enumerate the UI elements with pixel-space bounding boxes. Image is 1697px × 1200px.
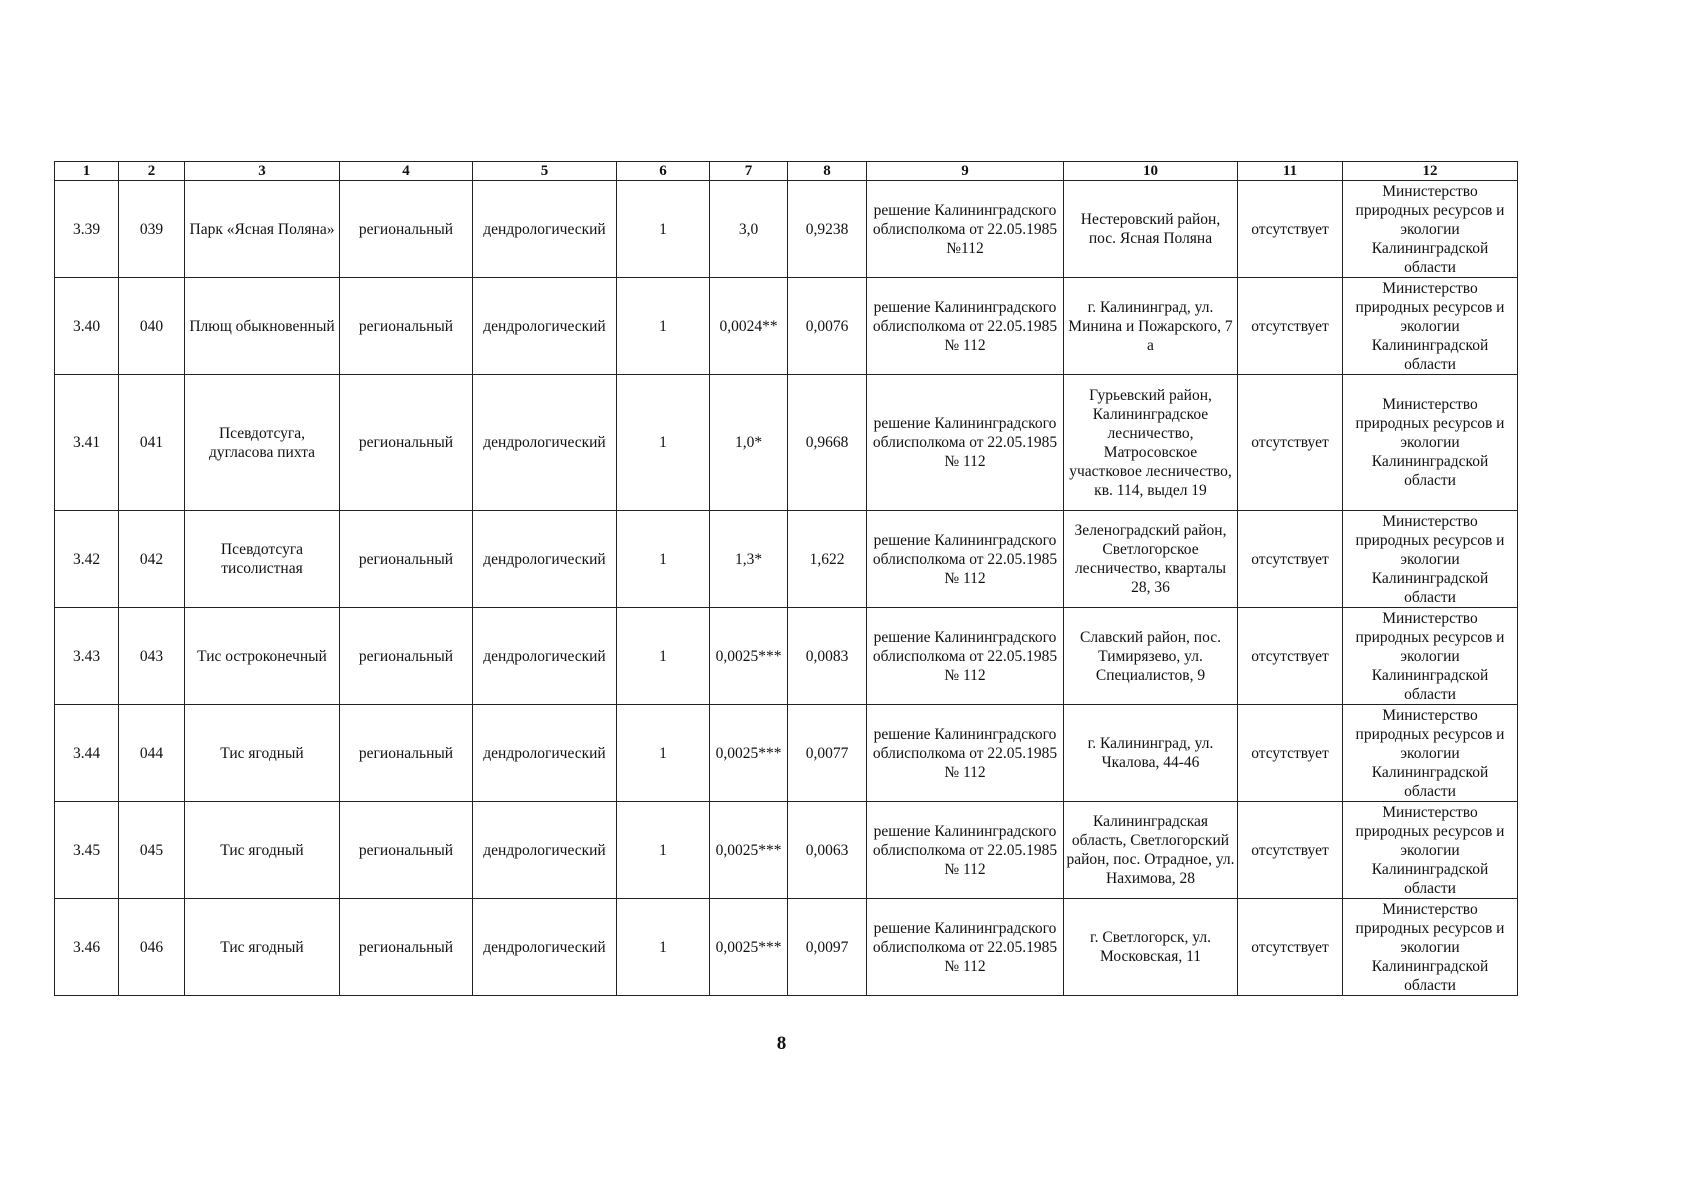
authority-cell: Министерство природных ресурсов и экологии Калининградской области: [1343, 181, 1518, 278]
table-row: [55, 375, 1518, 511]
item-number-cell: 3.40: [55, 278, 119, 375]
location-cell: г. Калининград, ул. Чкалова, 44-46: [1064, 705, 1238, 802]
authority-cell: Министерство природных ресурсов и экологии Калининградской области: [1343, 375, 1518, 511]
status-cell: отсутствует: [1238, 278, 1343, 375]
significance-cell: региональный: [340, 511, 473, 608]
name-cell: Плющ обыкновенный: [185, 278, 340, 375]
status-cell: отсутствует: [1238, 375, 1343, 511]
count-cell: 1: [617, 511, 710, 608]
column-number: 11: [1238, 162, 1343, 181]
column-number: 8: [788, 162, 867, 181]
item-number-cell: 3.43: [55, 608, 119, 705]
significance-cell: региональный: [340, 181, 473, 278]
profile-cell: дендрологический: [473, 375, 617, 511]
measured-area-cell: 0,0063: [788, 802, 867, 899]
item-number-cell: 3.45: [55, 802, 119, 899]
column-number: 3: [185, 162, 340, 181]
measured-area-cell: 0,0083: [788, 608, 867, 705]
name-cell: Тис ягодный: [185, 802, 340, 899]
significance-cell: региональный: [340, 705, 473, 802]
table-row: [55, 705, 1518, 802]
code-cell: 039: [119, 181, 185, 278]
decision-cell: решение Калининградского облисполкома от 22.05.1985 № 112: [867, 899, 1064, 996]
significance-cell: региональный: [340, 802, 473, 899]
item-number-cell: 3.44: [55, 705, 119, 802]
decision-cell: решение Калининградского облисполкома от 22.05.1985 № 112: [867, 375, 1064, 511]
measured-area-cell: 0,9668: [788, 375, 867, 511]
name-cell: Парк «Ясная Поляна»: [185, 181, 340, 278]
item-number-cell: 3.42: [55, 511, 119, 608]
measured-area-cell: 0,0097: [788, 899, 867, 996]
status-cell: отсутствует: [1238, 181, 1343, 278]
profile-cell: дендрологический: [473, 511, 617, 608]
code-cell: 041: [119, 375, 185, 511]
measured-area-cell: 0,0077: [788, 705, 867, 802]
area-cell: 0,0025***: [710, 899, 788, 996]
measured-area-cell: 0,0076: [788, 278, 867, 375]
column-number: 10: [1064, 162, 1238, 181]
status-cell: отсутствует: [1238, 705, 1343, 802]
item-number-cell: 3.41: [55, 375, 119, 511]
code-cell: 045: [119, 802, 185, 899]
area-cell: 1,0*: [710, 375, 788, 511]
name-cell: Тис остроконечный: [185, 608, 340, 705]
decision-cell: решение Калининградского облисполкома от 22.05.1985 №112: [867, 181, 1064, 278]
area-cell: 1,3*: [710, 511, 788, 608]
code-cell: 043: [119, 608, 185, 705]
measured-area-cell: 1,622: [788, 511, 867, 608]
protected-areas-table: [54, 161, 1518, 996]
code-cell: 040: [119, 278, 185, 375]
column-number-row: [55, 162, 1518, 181]
column-number: 2: [119, 162, 185, 181]
table-row: [55, 802, 1518, 899]
table-row: [55, 899, 1518, 996]
count-cell: 1: [617, 278, 710, 375]
location-cell: Зеленоградский район, Светлогорское лесничество, кварталы 28, 36: [1064, 511, 1238, 608]
code-cell: 044: [119, 705, 185, 802]
column-number: 7: [710, 162, 788, 181]
count-cell: 1: [617, 181, 710, 278]
significance-cell: региональный: [340, 278, 473, 375]
decision-cell: решение Калининградского облисполкома от 22.05.1985 № 112: [867, 511, 1064, 608]
count-cell: 1: [617, 705, 710, 802]
decision-cell: решение Калининградского облисполкома от 22.05.1985 № 112: [867, 278, 1064, 375]
decision-cell: решение Калининградского облисполкома от 22.05.1985 № 112: [867, 608, 1064, 705]
column-number: 12: [1343, 162, 1518, 181]
column-number: 4: [340, 162, 473, 181]
column-number: 1: [55, 162, 119, 181]
name-cell: Тис ягодный: [185, 705, 340, 802]
item-number-cell: 3.46: [55, 899, 119, 996]
column-number: 5: [473, 162, 617, 181]
profile-cell: дендрологический: [473, 181, 617, 278]
location-cell: Гурьевский район, Калининградское лесничество, Матросовское участковое лесничество, кв. 114, выдел 19: [1064, 375, 1238, 511]
location-cell: Нестеровский район, пос. Ясная Поляна: [1064, 181, 1238, 278]
location-cell: г. Светлогорск, ул. Московская, 11: [1064, 899, 1238, 996]
name-cell: Псевдотсуга тисолистная: [185, 511, 340, 608]
column-number: 9: [867, 162, 1064, 181]
count-cell: 1: [617, 375, 710, 511]
area-cell: 0,0025***: [710, 705, 788, 802]
code-cell: 046: [119, 899, 185, 996]
location-cell: Калининградская область, Светлогорский район, пос. Отрадное, ул. Нахимова, 28: [1064, 802, 1238, 899]
table-row: [55, 511, 1518, 608]
authority-cell: Министерство природных ресурсов и экологии Калининградской области: [1343, 705, 1518, 802]
authority-cell: Министерство природных ресурсов и экологии Калининградской области: [1343, 899, 1518, 996]
count-cell: 1: [617, 802, 710, 899]
profile-cell: дендрологический: [473, 899, 617, 996]
authority-cell: Министерство природных ресурсов и экологии Калининградской области: [1343, 608, 1518, 705]
code-cell: 042: [119, 511, 185, 608]
authority-cell: Министерство природных ресурсов и экологии Калининградской области: [1343, 511, 1518, 608]
status-cell: отсутствует: [1238, 802, 1343, 899]
area-cell: 3,0: [710, 181, 788, 278]
page-number: 8: [776, 1033, 787, 1054]
decision-cell: решение Калининградского облисполкома от 22.05.1985 № 112: [867, 705, 1064, 802]
name-cell: Тис ягодный: [185, 899, 340, 996]
location-cell: Славский район, пос. Тимирязево, ул. Специалистов, 9: [1064, 608, 1238, 705]
profile-cell: дендрологический: [473, 608, 617, 705]
table-row: [55, 181, 1518, 278]
table-row: [55, 608, 1518, 705]
profile-cell: дендрологический: [473, 802, 617, 899]
significance-cell: региональный: [340, 375, 473, 511]
location-cell: г. Калининград, ул. Минина и Пожарского, 7 а: [1064, 278, 1238, 375]
profile-cell: дендрологический: [473, 705, 617, 802]
significance-cell: региональный: [340, 608, 473, 705]
area-cell: 0,0025***: [710, 608, 788, 705]
authority-cell: Министерство природных ресурсов и экологии Калининградской области: [1343, 278, 1518, 375]
status-cell: отсутствует: [1238, 608, 1343, 705]
measured-area-cell: 0,9238: [788, 181, 867, 278]
item-number-cell: 3.39: [55, 181, 119, 278]
name-cell: Псевдотсуга, дугласова пихта: [185, 375, 340, 511]
decision-cell: решение Калининградского облисполкома от 22.05.1985 № 112: [867, 802, 1064, 899]
table-row: [55, 278, 1518, 375]
area-cell: 0,0024**: [710, 278, 788, 375]
area-cell: 0,0025***: [710, 802, 788, 899]
status-cell: отсутствует: [1238, 511, 1343, 608]
count-cell: 1: [617, 608, 710, 705]
authority-cell: Министерство природных ресурсов и экологии Калининградской области: [1343, 802, 1518, 899]
count-cell: 1: [617, 899, 710, 996]
significance-cell: региональный: [340, 899, 473, 996]
profile-cell: дендрологический: [473, 278, 617, 375]
column-number: 6: [617, 162, 710, 181]
status-cell: отсутствует: [1238, 899, 1343, 996]
